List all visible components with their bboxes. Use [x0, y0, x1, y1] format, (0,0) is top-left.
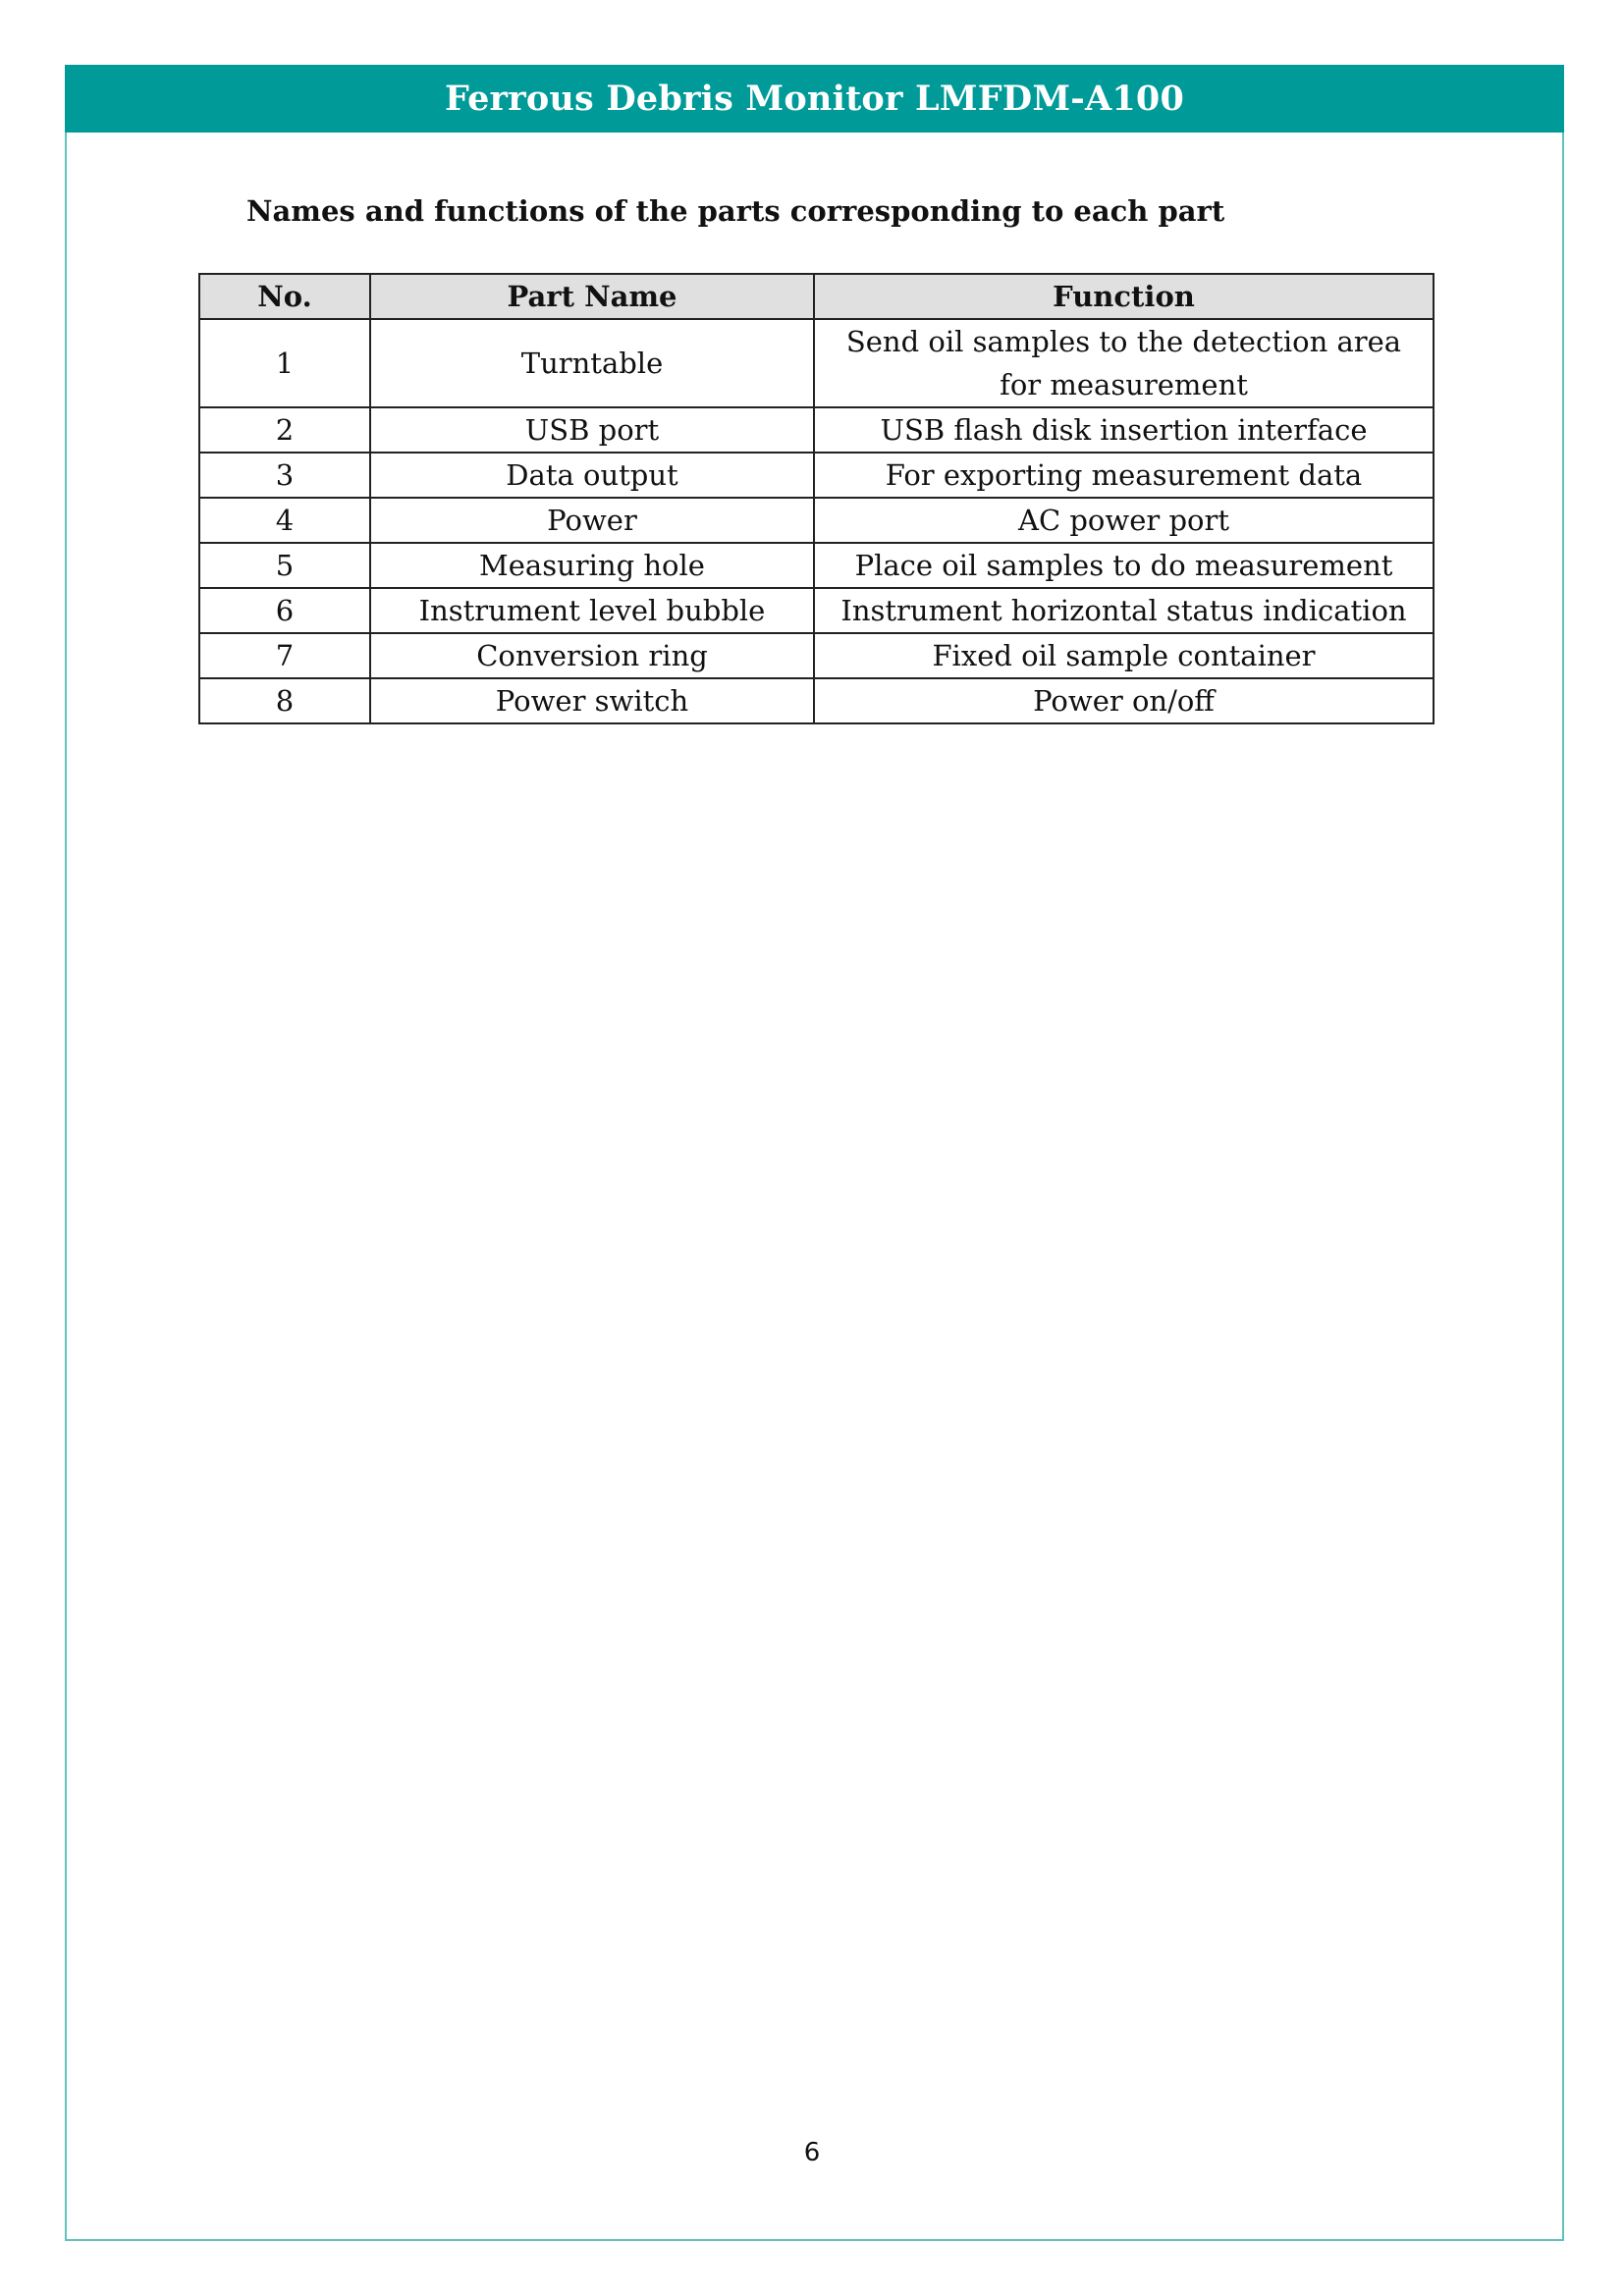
cell-no: 8 — [199, 678, 370, 723]
cell-function: Instrument horizontal status indication — [814, 588, 1434, 633]
cell-no: 4 — [199, 498, 370, 543]
cell-part-name: Conversion ring — [370, 633, 814, 678]
cell-function: Fixed oil sample container — [814, 633, 1434, 678]
table-row — [199, 588, 1434, 633]
table-row — [199, 678, 1434, 723]
header-bar — [65, 65, 1564, 133]
cell-no: 3 — [199, 453, 370, 498]
cell-part-name: Turntable — [370, 319, 814, 407]
cell-part-name: Measuring hole — [370, 543, 814, 588]
cell-part-name: Power — [370, 498, 814, 543]
table-row — [199, 407, 1434, 453]
table-row — [199, 453, 1434, 498]
column-header-part-name: Part Name — [370, 274, 814, 319]
cell-no: 7 — [199, 633, 370, 678]
table-row — [199, 543, 1434, 588]
column-header-function: Function — [814, 274, 1434, 319]
section-heading: Names and functions of the parts corresponding to each part — [246, 194, 1225, 228]
cell-function: Place oil samples to do measurement — [814, 543, 1434, 588]
cell-no: 2 — [199, 407, 370, 453]
cell-part-name: Power switch — [370, 678, 814, 723]
parts-table — [198, 273, 1435, 724]
table-row — [199, 498, 1434, 543]
table-header-row — [199, 274, 1434, 319]
document-title: Ferrous Debris Monitor LMFDM-A100 — [444, 79, 1185, 119]
cell-function: Power on/off — [814, 678, 1434, 723]
page-number: 6 — [803, 2138, 821, 2167]
cell-no: 5 — [199, 543, 370, 588]
cell-function: AC power port — [814, 498, 1434, 543]
cell-part-name: Instrument level bubble — [370, 588, 814, 633]
table-row — [199, 319, 1434, 407]
cell-no: 1 — [199, 319, 370, 407]
cell-function: USB flash disk insertion interface — [814, 407, 1434, 453]
cell-function: Send oil samples to the detection area for measurement — [814, 319, 1434, 407]
table-row — [199, 633, 1434, 678]
cell-no: 6 — [199, 588, 370, 633]
cell-part-name: Data output — [370, 453, 814, 498]
column-header-no: No. — [199, 274, 370, 319]
cell-function: For exporting measurement data — [814, 453, 1434, 498]
cell-part-name: USB port — [370, 407, 814, 453]
